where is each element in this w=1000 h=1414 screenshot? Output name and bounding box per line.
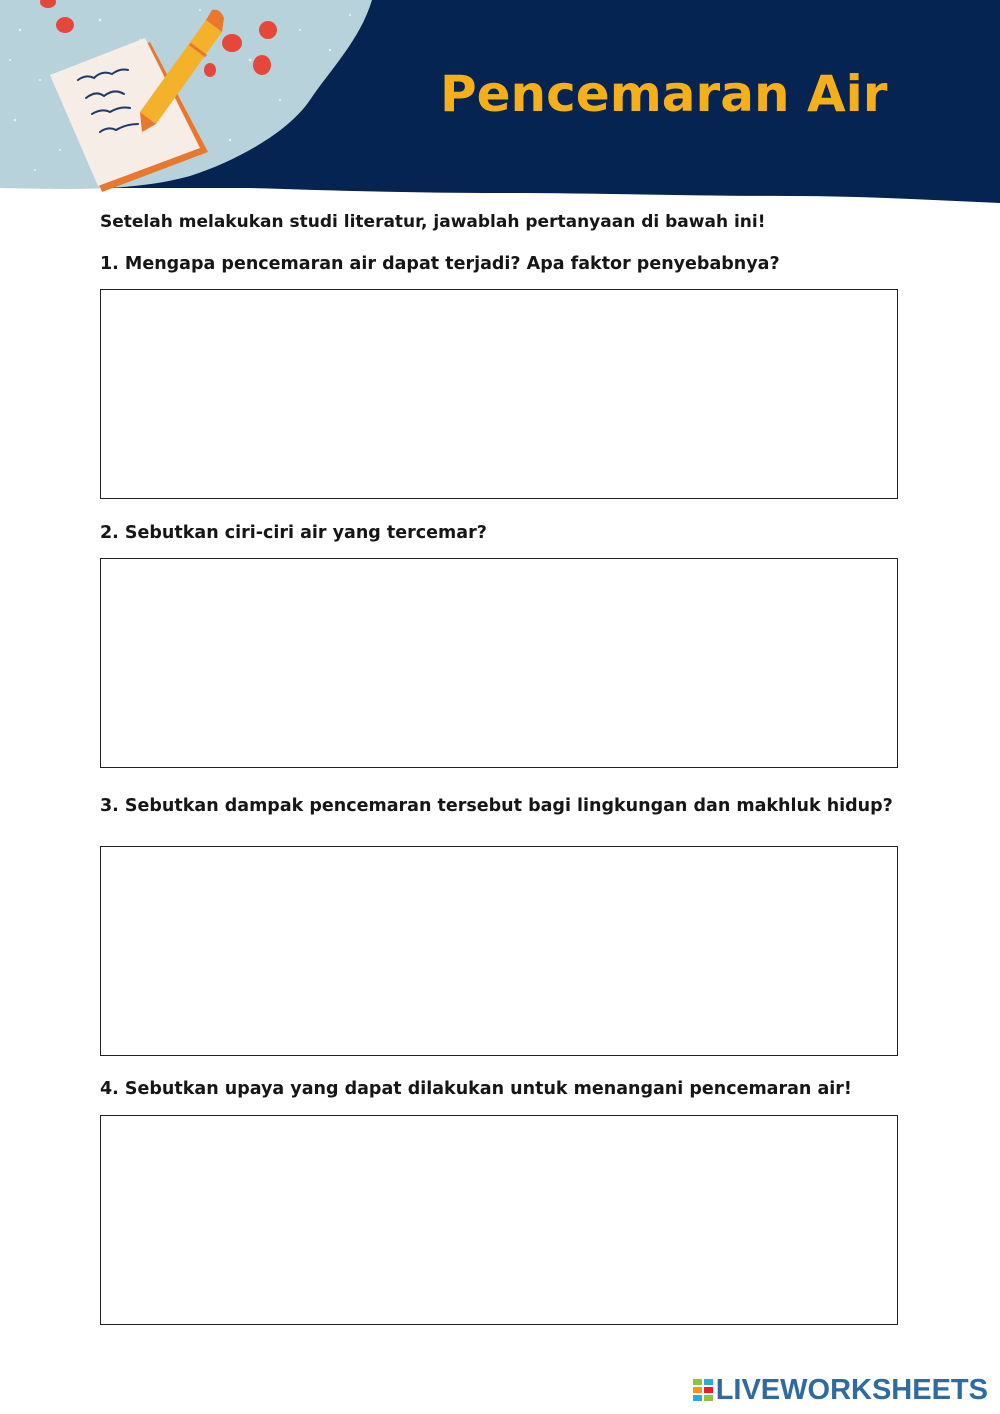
question-2-text: 2. Sebutkan ciri-ciri air yang tercemar? — [100, 523, 487, 543]
answer-box-4[interactable] — [100, 1115, 898, 1325]
instruction-text: Setelah melakukan studi literatur, jawablah pertanyaan di bawah ini! — [100, 212, 766, 232]
answer-box-2[interactable] — [100, 558, 898, 768]
question-4-text: 4. Sebutkan upaya yang dapat dilakukan untuk menangani pencemaran air! — [100, 1079, 852, 1099]
question-3-text: 3. Sebutkan dampak pencemaran tersebut bagi lingkungan dan makhluk hidup? — [100, 796, 893, 816]
liveworksheets-watermark — [692, 1374, 988, 1406]
watermark-text: LIVEWORKSHEETS — [715, 1374, 988, 1406]
answer-box-1[interactable] — [100, 289, 898, 499]
answer-box-3[interactable] — [100, 846, 898, 1056]
question-1-text: 1. Mengapa pencemaran air dapat terjadi? Apa faktor penyebabnya? — [100, 254, 780, 274]
liveworksheets-logo-icon — [692, 1378, 714, 1402]
page-title: Pencemaran Air — [440, 65, 888, 123]
